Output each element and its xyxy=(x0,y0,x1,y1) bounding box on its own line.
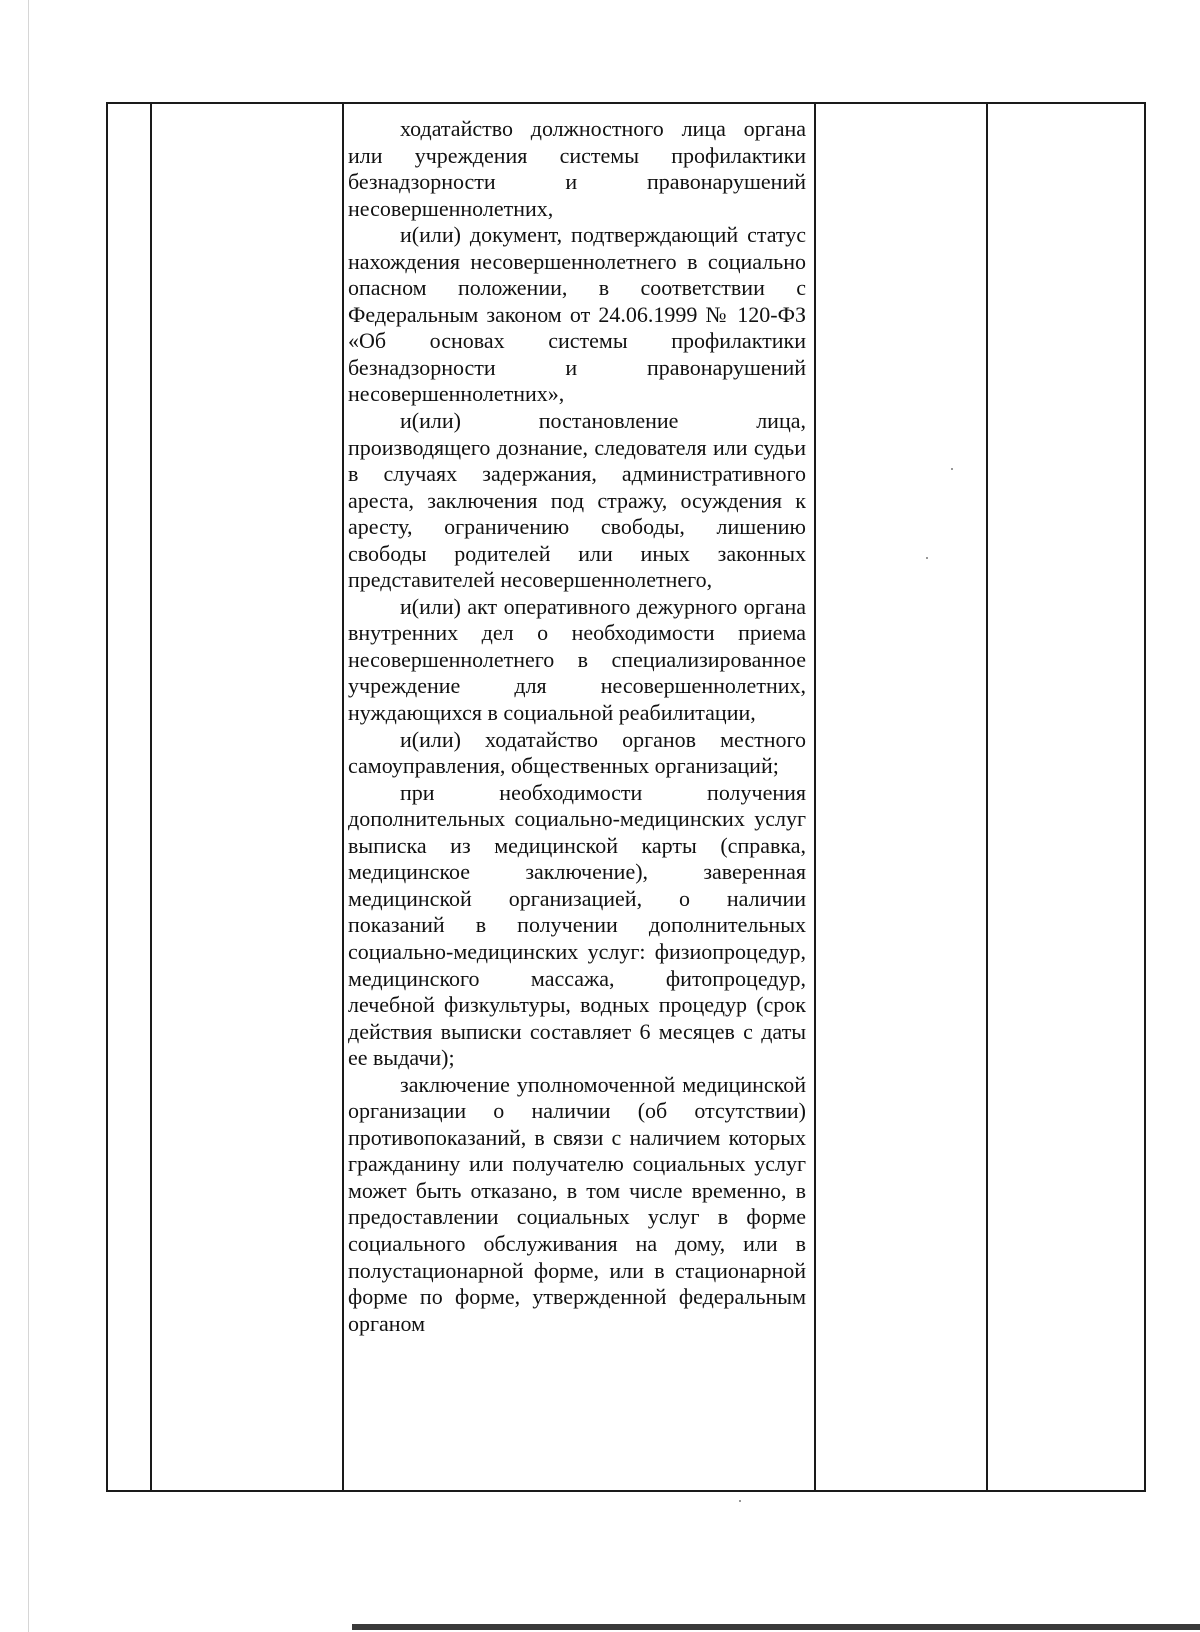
table-column-divider-1 xyxy=(150,102,152,1492)
scan-speck xyxy=(951,468,953,470)
table-column-divider-4 xyxy=(986,102,988,1492)
paragraph-petition-official: ходатайство должностного лица органа или учреждения системы профилактики безнадзорности и правонарушений несовершеннолетних, xyxy=(348,116,806,221)
table-border-right xyxy=(1144,102,1146,1492)
scan-speck xyxy=(739,1500,741,1502)
paragraph-investigator-resolution: и(или) постановление лица, производящего дознание, следователя или судьи в случаях задержания, административного ареста, заключения под стражу, осуждения к аресту, ограничению свободы, лишению свободы родителей или иных законных представителей несовершеннолетнего, xyxy=(348,408,806,593)
table-border-left xyxy=(106,102,108,1492)
paragraph-medical-conclusion: заключение уполномоченной медицинской организации о наличии (об отсутствии) противопоказаний, в связи с наличием которых гражданину или получателю социальных услуг может быть отказано, в том числе временно, в предоставлении социальных услуг в форме социального обслуживания на дому, или в полустационарной форме, или в стационарной форме по форме, утвержденной федеральным органом xyxy=(348,1071,806,1336)
paragraph-status-document: и(или) документ, подтверждающий статус нахождения несовершеннолетнего в социально опасном положении, в соответствии с Федеральным законом от 24.06.1999 № 120-ФЗ «Об основах системы профилактики безнадзорности и правонарушений несовершеннолетних», xyxy=(348,222,806,407)
scan-bottom-edge xyxy=(352,1624,1200,1630)
table-column-divider-2 xyxy=(342,102,344,1492)
table-column-divider-3 xyxy=(814,102,816,1492)
page-edge xyxy=(28,0,29,1632)
requirements-cell xyxy=(348,116,806,1337)
paragraph-local-government-petition: и(или) ходатайство органов местного самоуправления, общественных организаций; xyxy=(348,726,806,779)
scan-speck xyxy=(926,557,928,559)
paragraph-police-act: и(или) акт оперативного дежурного органа внутренних дел о необходимости приема несовершеннолетнего в специализированное учреждение для несовершеннолетних, нуждающихся в социальной реабилитации, xyxy=(348,593,806,726)
paragraph-medical-extract: при необходимости получения дополнительных социально-медицинских услуг выписка из медицинской карты (справка, медицинское заключение), заверенная медицинской организацией, о наличии показаний в получении дополнительных социально-медицинских услуг: физиопроцедур, медицинского массажа, фитопроцедур, лечебной физкультуры, водных процедур (срок действия выписки составляет 6 месяцев с даты ее выдачи); xyxy=(348,779,806,1071)
